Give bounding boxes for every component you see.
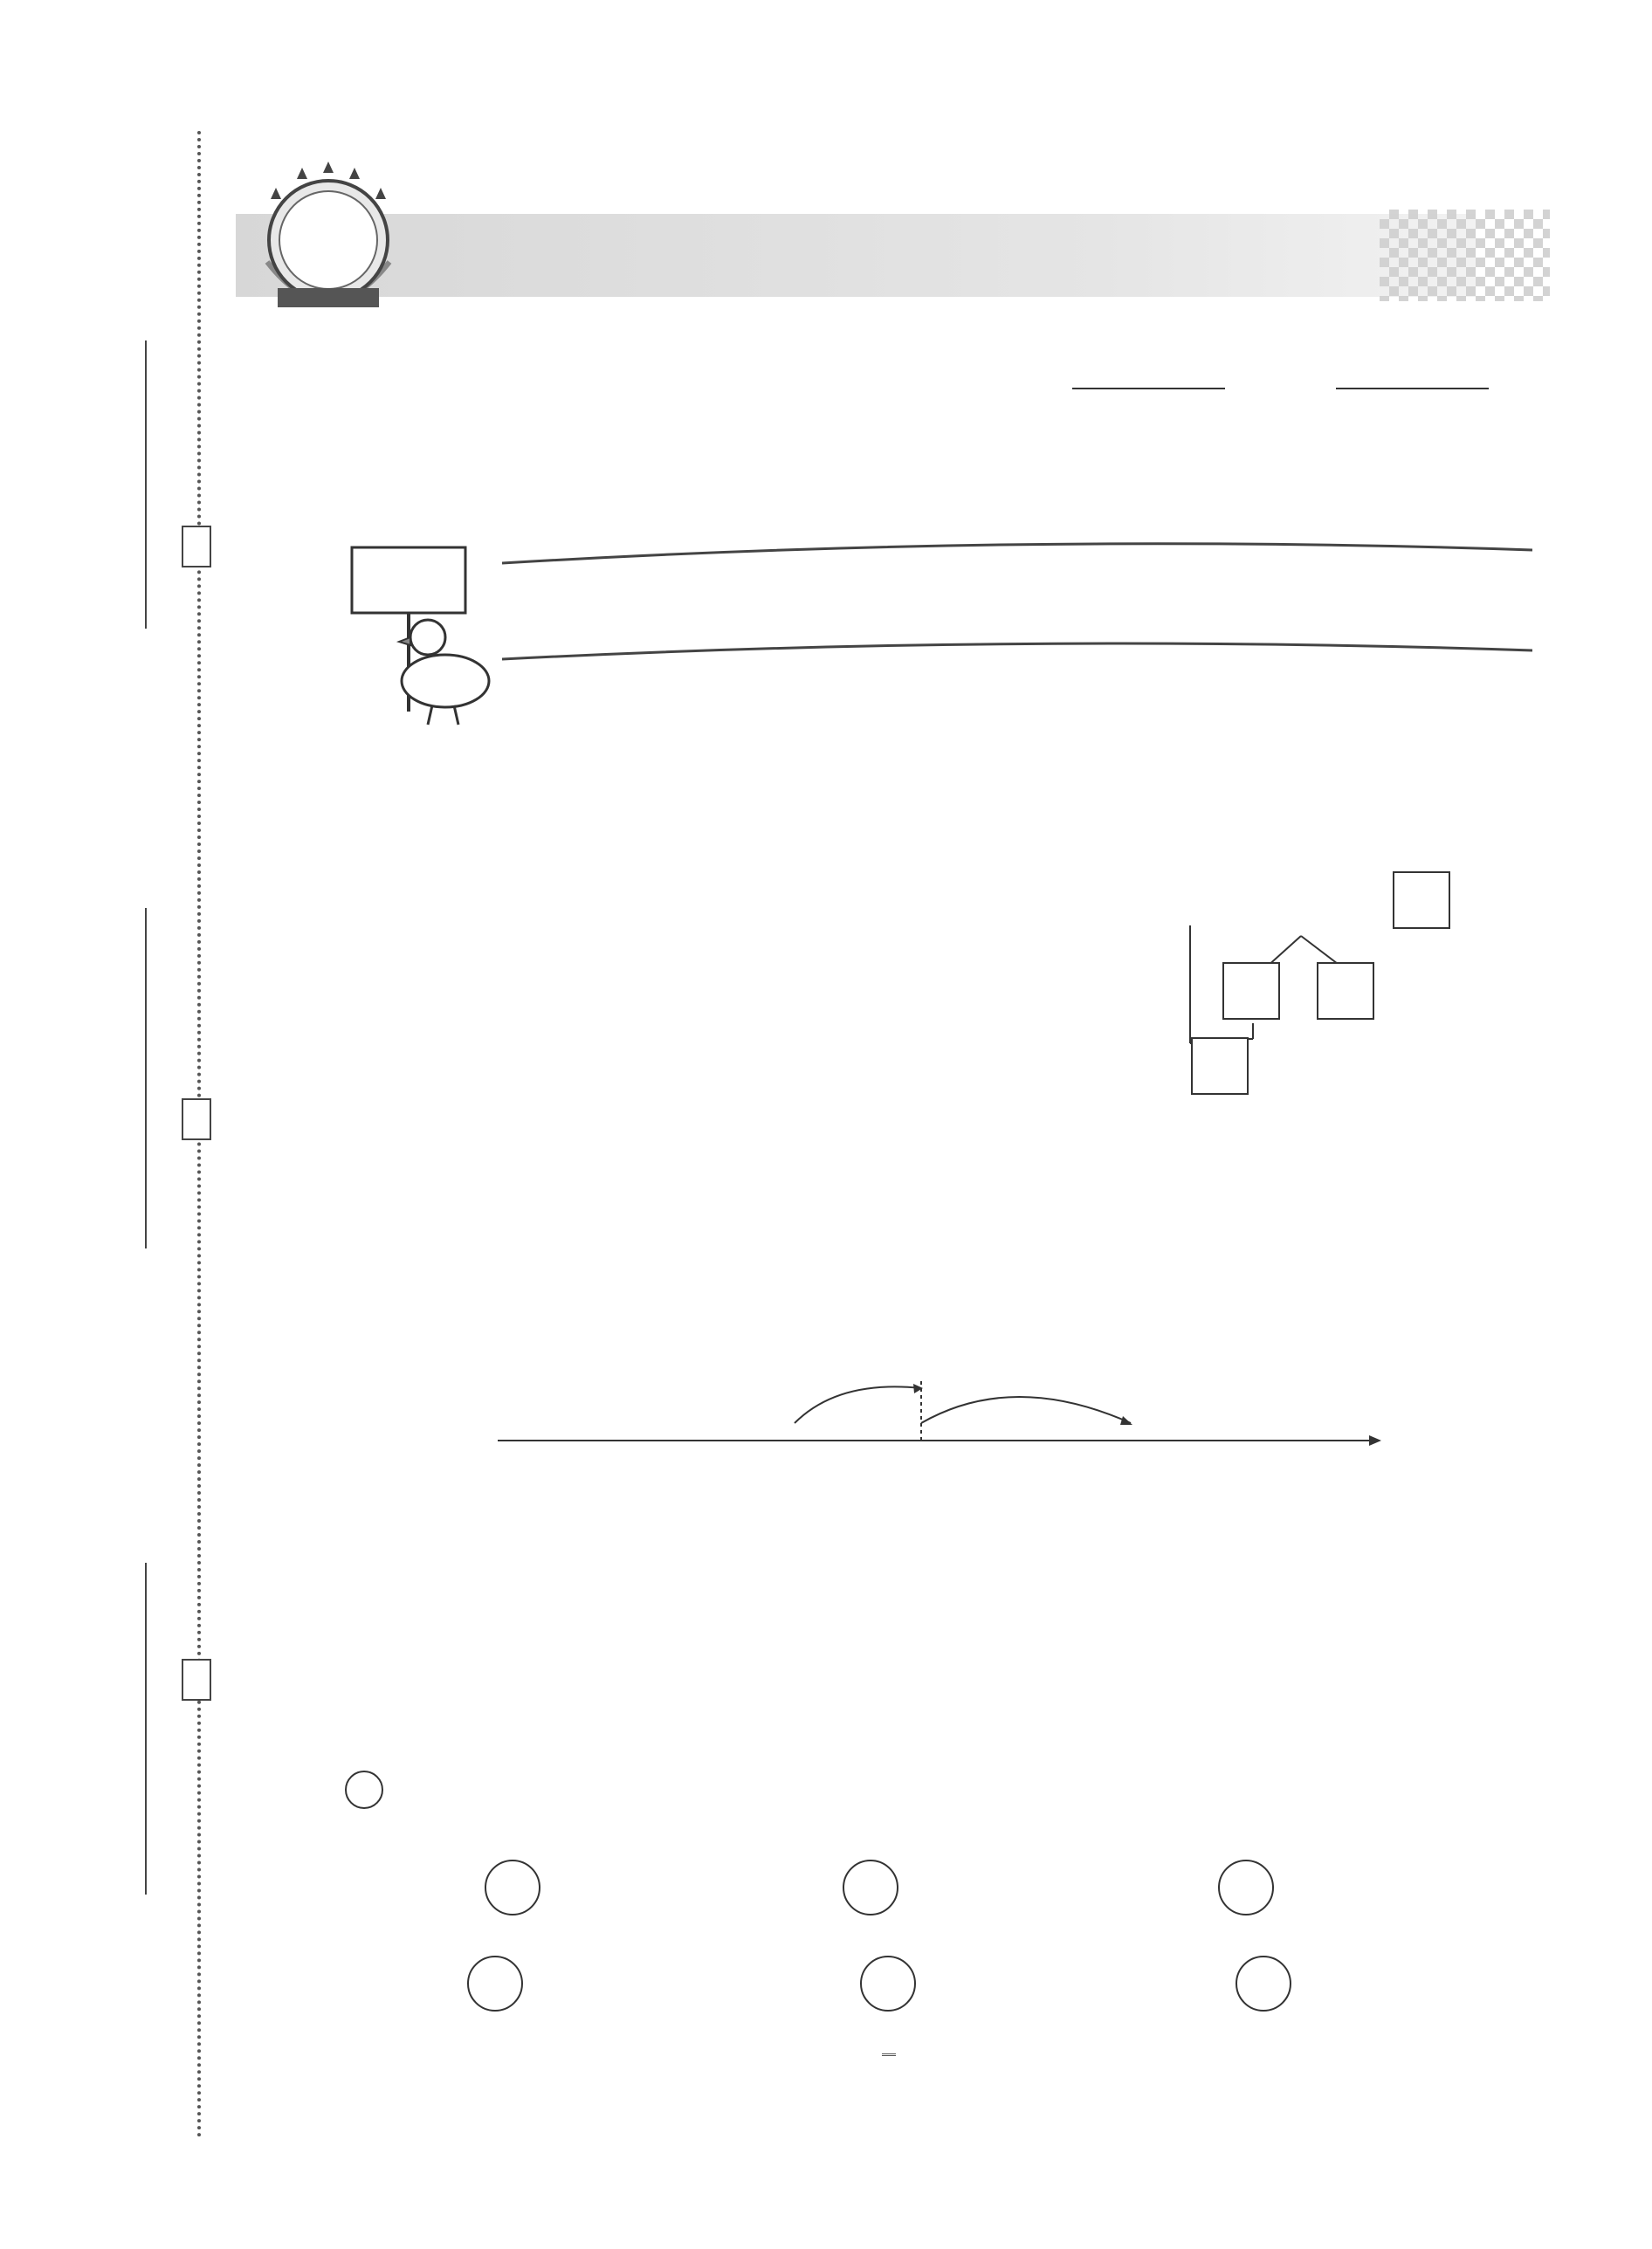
- cmp-6-circle[interactable]: [1236, 1956, 1291, 2012]
- banner-checker-pattern: [1380, 210, 1550, 301]
- score-field: [1072, 356, 1225, 389]
- cut-mark-feng: [182, 1098, 211, 1140]
- number-line: [489, 1362, 1397, 1493]
- cmp-3-circle[interactable]: [1218, 1860, 1274, 1915]
- q3-try-row2: [594, 1685, 1039, 1725]
- name-line: [145, 340, 147, 629]
- cmp-1-circle[interactable]: [485, 1860, 540, 1915]
- cut-mark-mi: [182, 1659, 211, 1701]
- cmp-2-circle[interactable]: [843, 1860, 898, 1915]
- duck-sign: [345, 537, 511, 733]
- q2-result-box[interactable]: [1393, 871, 1450, 929]
- q2-equation: [1170, 873, 1222, 918]
- balls-group: [410, 895, 1048, 1069]
- grade-field: [1336, 356, 1489, 389]
- q2-split-box-left[interactable]: [1222, 962, 1280, 1020]
- circle-icon: [345, 1771, 383, 1809]
- cmp-5-circle[interactable]: [860, 1956, 916, 2012]
- publisher-logo: [258, 157, 398, 323]
- cmp-4-circle[interactable]: [467, 1956, 523, 2012]
- q4-prompt: [345, 1771, 383, 1812]
- q2-ten-box[interactable]: [1191, 1037, 1249, 1095]
- q2-think-line2: [367, 1214, 629, 1254]
- washing-line-cards: [502, 528, 1532, 755]
- q2-split-box-right[interactable]: [1317, 962, 1374, 1020]
- answer-reference: [1428, 150, 1448, 176]
- cut-mark-xian: [182, 526, 211, 567]
- page-number: [882, 2053, 896, 2056]
- score-blank[interactable]: [1072, 361, 1225, 389]
- school-line: [145, 1563, 147, 1895]
- title-banner: [236, 214, 1476, 297]
- q3-try-row1: [367, 1605, 812, 1645]
- grade-blank[interactable]: [1336, 361, 1489, 389]
- class-line: [145, 908, 147, 1248]
- q2-think-line1: [367, 1132, 760, 1173]
